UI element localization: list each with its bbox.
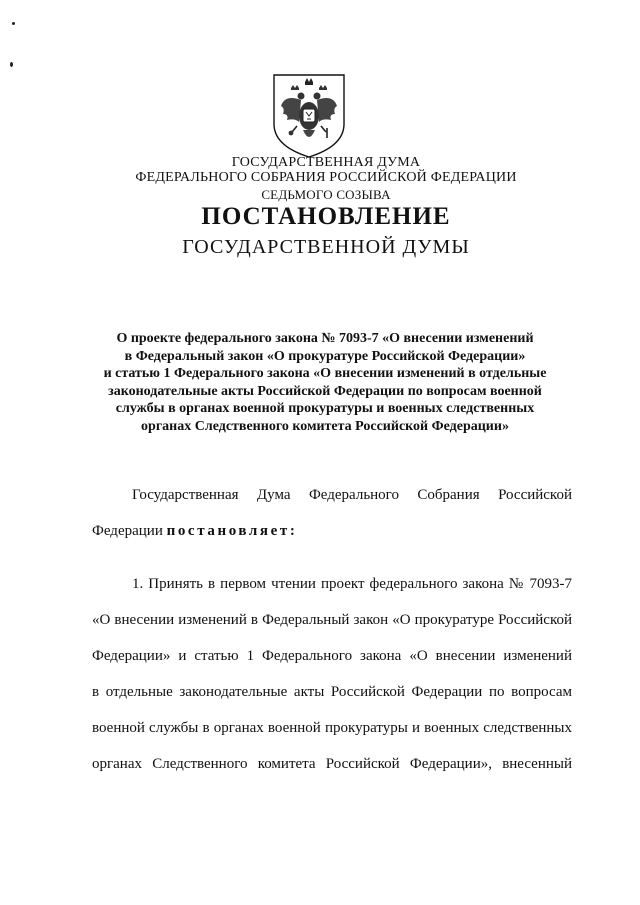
intro-line-2	[92, 523, 572, 540]
decree-word: постановляет:	[166, 523, 298, 539]
subject-line: и статью 1 Федерального закона «О внесении изменений в отдельные	[103, 366, 547, 382]
point1-line: в отдельные законодательные акты Российской Федерации по вопросам	[92, 684, 572, 700]
subject-line: службы в органах военной прокуратуры и военных следственных	[115, 401, 535, 417]
russian-coat-of-arms-icon	[271, 72, 347, 160]
scan-speck	[10, 62, 13, 67]
document-title: ПОСТАНОВЛЕНИЕ	[201, 203, 451, 230]
subject-line: в Федеральный закон «О прокуратуре Российской Федерации»	[124, 348, 526, 364]
subject-line: О проекте федерального закона № 7093-7 «О внесении изменений	[116, 331, 534, 346]
header-chamber-name: ГОСУДАРСТВЕННАЯ ДУМА	[231, 155, 421, 170]
intro-text: Государственная Дума Федерального Собрания Российской	[132, 487, 572, 503]
point1-line: военной службы в органах военной прокуратуры и военных следственных	[92, 720, 572, 736]
point1-line: Федерации» и статью 1 Федерального закона «О внесении изменений	[92, 648, 572, 664]
intro-line	[132, 487, 572, 504]
subject-line: органах Следственного комитета Российской Федерации»	[141, 418, 509, 434]
document-subject	[80, 330, 570, 436]
subject-line: законодательные акты Российской Федерации по вопросам военной	[108, 383, 542, 399]
point1-line: «О внесении изменений в Федеральный закон «О прокуратуре Российской	[92, 612, 572, 628]
header-convocation: СЕДЬМОГО СОЗЫВА	[261, 187, 391, 202]
point1-line: 1. Принять в первом чтении проект федерального закона № 7093-7	[132, 576, 572, 592]
document-subtitle: ГОСУДАРСТВЕННОЙ ДУМЫ	[182, 236, 470, 258]
header-assembly-name: ФЕДЕРАЛЬНОГО СОБРАНИЯ РОССИЙСКОЙ ФЕДЕРАЦИИ	[135, 170, 517, 185]
scan-speck	[12, 22, 15, 25]
intro-text: Федерации	[92, 523, 163, 539]
point1-line: органах Следственного комитета Российской Федерации», внесенный	[92, 756, 572, 772]
